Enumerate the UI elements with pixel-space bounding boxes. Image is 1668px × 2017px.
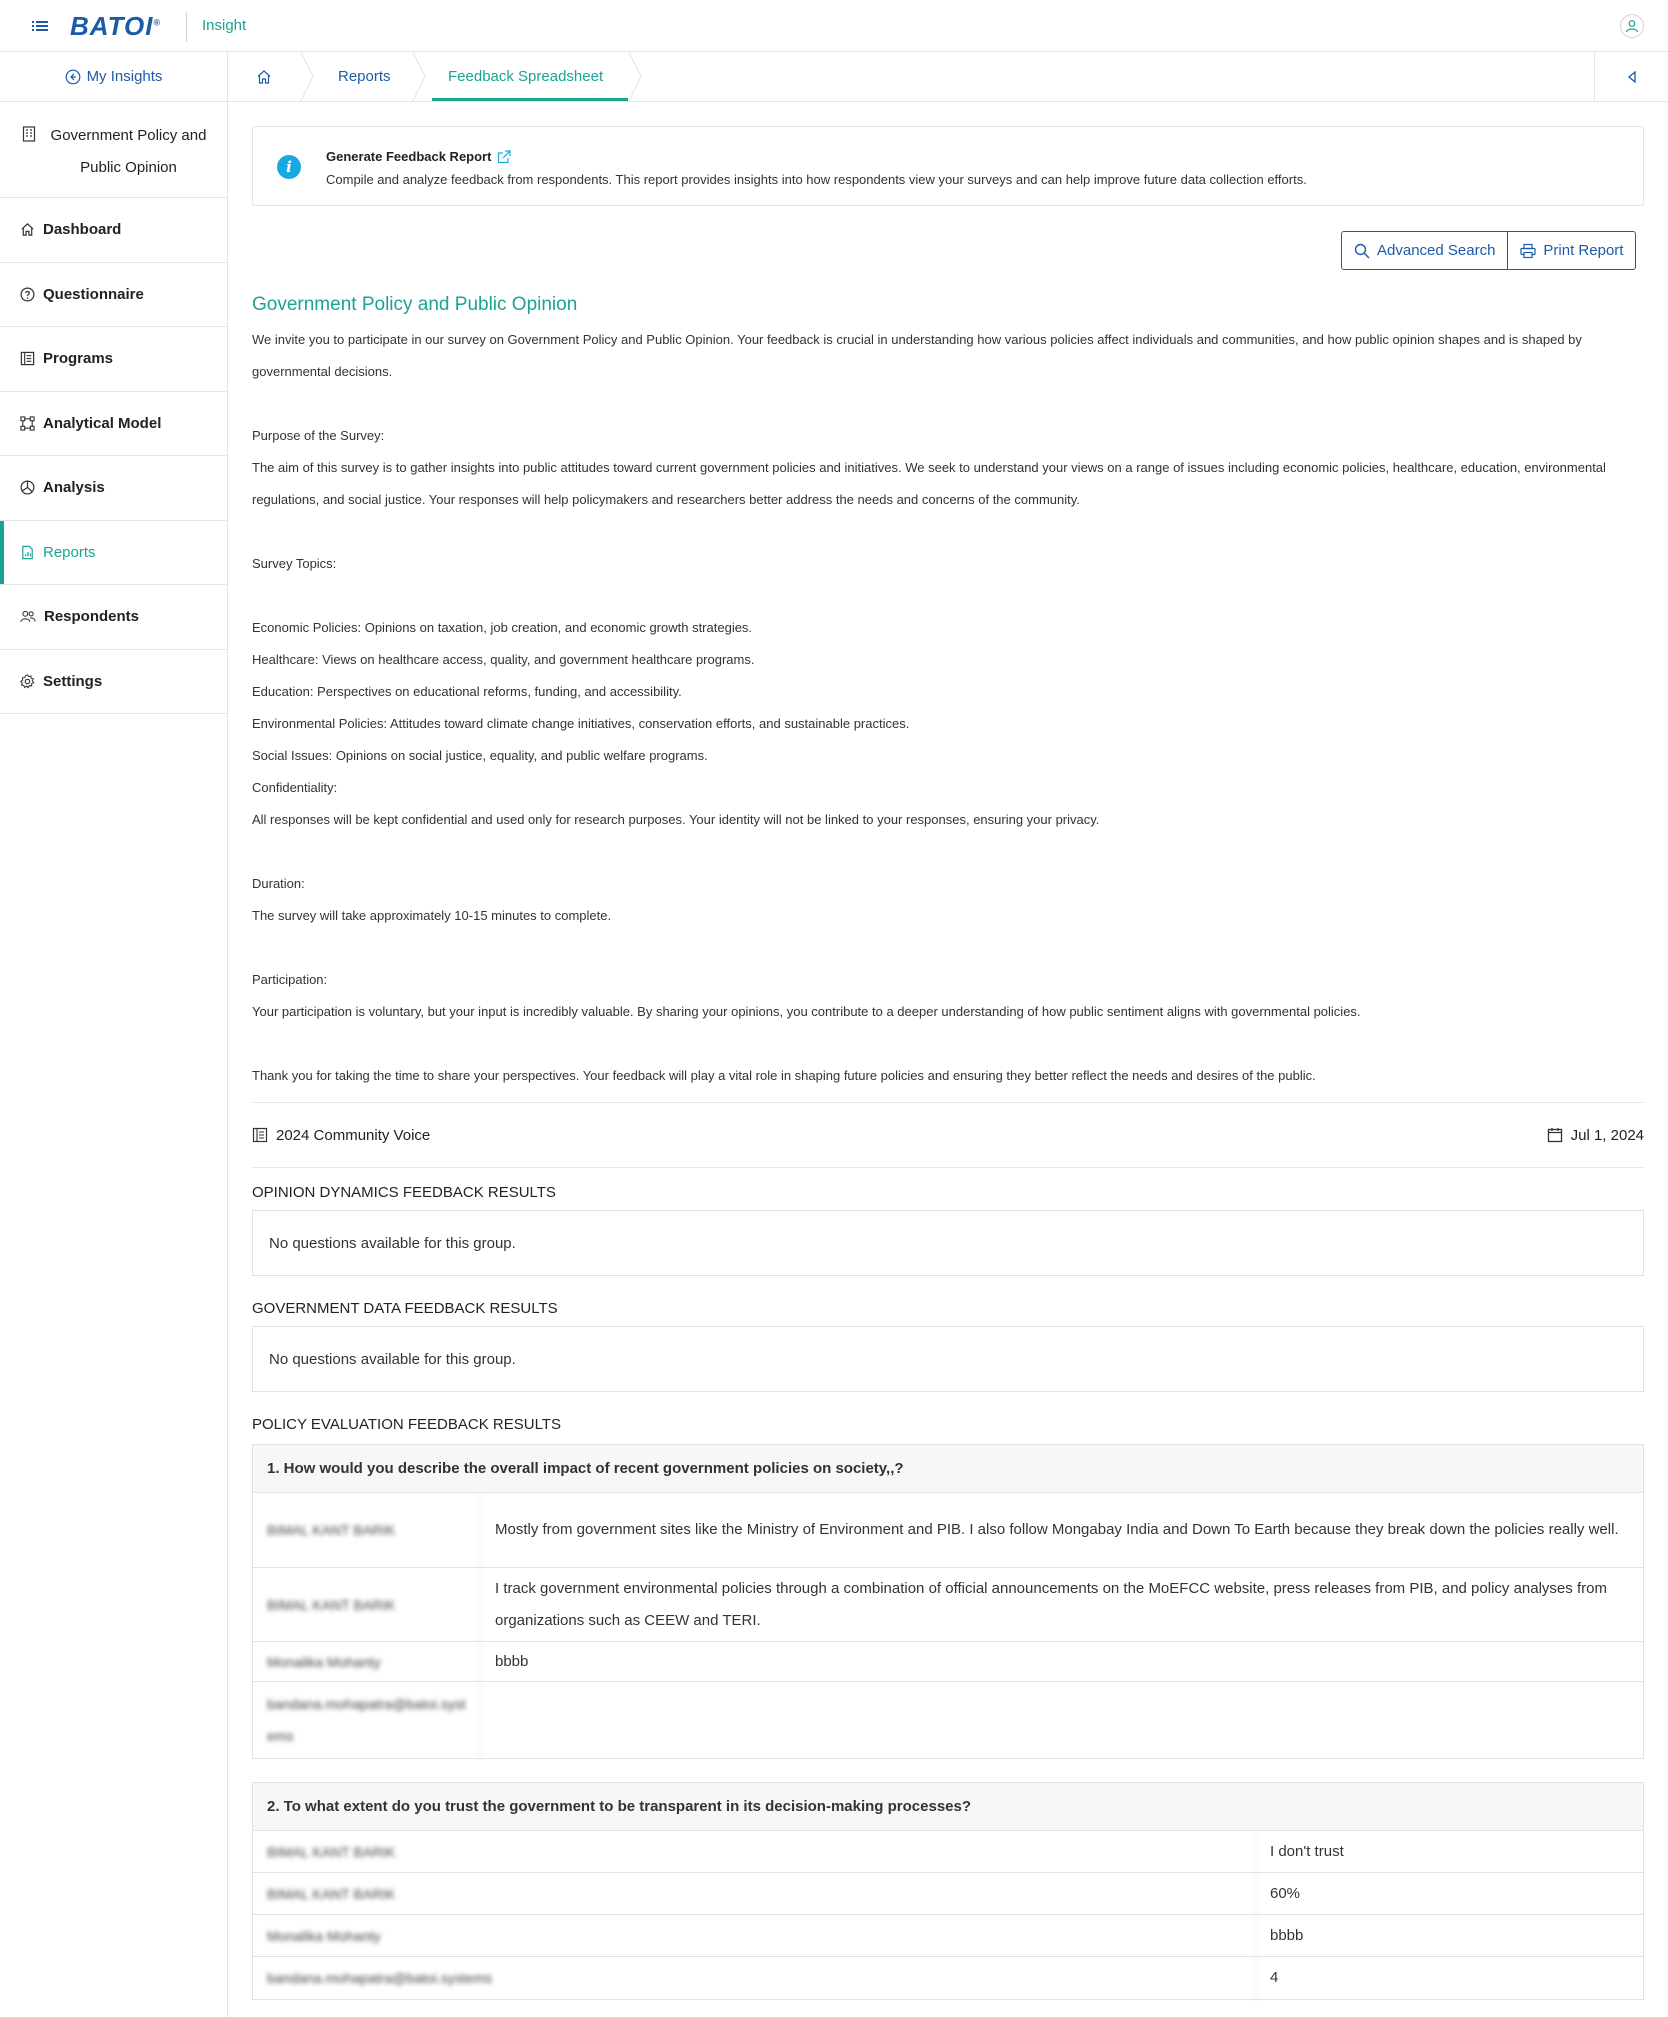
group-title: OPINION DYNAMICS FEEDBACK RESULTS (252, 1184, 556, 1201)
collapse-panel-button[interactable] (1594, 52, 1668, 101)
group-title: POLICY EVALUATION FEEDBACK RESULTS (252, 1416, 561, 1433)
breadcrumb-reports[interactable]: Reports (338, 68, 391, 85)
top-bar (0, 0, 1668, 52)
response-text: bbbb (1270, 1926, 1304, 1944)
sidebar-item-questionnaire[interactable] (0, 263, 227, 328)
sidebar-item-label: Dashboard (43, 221, 122, 239)
response-text (481, 1682, 1643, 1758)
sidebar-item-respondents[interactable] (0, 585, 227, 650)
breadcrumb-separator (628, 52, 642, 101)
description-paragraph: Social Issues: Opinions on social justice, equality, and public welfare programs. (252, 748, 708, 763)
empty-group-message: No questions available for this group. (252, 1210, 1644, 1276)
description-paragraph (252, 1028, 1644, 1060)
respondent-name: BIMAL KANT BARIK (253, 1493, 481, 1567)
info-banner (252, 126, 1644, 206)
respondent-name: BIMAL KANT BARIK (253, 1568, 481, 1641)
home-icon (20, 222, 35, 237)
advanced-search-button[interactable] (1342, 232, 1507, 269)
info-description: Compile and analyze feedback from respondents. This report provides insights into how respondents view your surveys and can help improve future data collection efforts. (326, 172, 1307, 187)
program-name: 2024 Community Voice (276, 1126, 431, 1144)
sidebar-item-programs[interactable] (0, 327, 227, 392)
table-row (253, 1493, 1643, 1568)
description-paragraph: Confidentiality: (252, 780, 338, 795)
respondent-name: BIMAL KANT BARIK (253, 1831, 1256, 1872)
home-icon (256, 69, 272, 85)
pie-icon (20, 480, 35, 495)
sidebar (0, 102, 228, 2017)
report-icon (20, 545, 35, 560)
response-text: Mostly from government sites like the Ministry of Environment and PIB. I also follow Mongabay India and Down To Earth because they break down the policies really well. (495, 1521, 1619, 1538)
programs-icon (20, 351, 35, 366)
sidebar-project[interactable] (0, 102, 227, 198)
table-row (253, 1873, 1643, 1915)
sidebar-item-dashboard[interactable] (0, 198, 227, 263)
description-paragraph: The survey will take approximately 10-15 minutes to complete. (252, 908, 612, 923)
description-paragraph: All responses will be kept confidential and used only for research purposes. Your identity will not be linked to your responses, ensuring your privacy. (252, 812, 1100, 827)
description-paragraph: Thank you for taking the time to share your perspectives. Your feedback will play a vital role in shaping future policies and ensuring they better reflect the needs and desires of the public. (252, 1068, 1316, 1083)
user-avatar-icon[interactable] (1620, 14, 1644, 38)
description-paragraph (252, 580, 1644, 612)
model-icon (20, 416, 35, 431)
building-icon (22, 126, 36, 142)
response-text: 60% (1270, 1884, 1301, 1902)
question-table (252, 1444, 1644, 1759)
respondent-name: bandana.mohapatra@batoi.systems (253, 1682, 481, 1758)
respondent-name: Monalika Mohanty (253, 1642, 481, 1681)
print-report-button[interactable] (1507, 232, 1635, 269)
my-insights-link[interactable] (0, 52, 228, 101)
search-icon (1354, 243, 1370, 259)
main-content (252, 126, 1644, 1986)
sidebar-item-reports[interactable] (0, 521, 227, 586)
group-title: GOVERNMENT DATA FEEDBACK RESULTS (252, 1300, 558, 1317)
description-paragraph (252, 516, 1644, 548)
sidebar-item-analytical-model[interactable] (0, 392, 227, 457)
gear-icon (20, 674, 35, 689)
table-row (253, 1831, 1643, 1873)
advanced-search-label: Advanced Search (1377, 242, 1496, 259)
info-title: Generate Feedback Report (326, 149, 492, 164)
sidebar-item-label: Analysis (43, 479, 105, 497)
description-paragraph: Participation: (252, 972, 328, 987)
survey-title: Government Policy and Public Opinion (252, 294, 578, 315)
breadcrumb-feedback-spreadsheet[interactable]: Feedback Spreadsheet (448, 68, 604, 85)
response-text: 4 (1270, 1969, 1279, 1986)
respondent-name: BIMAL KANT BARIK (253, 1873, 1256, 1914)
description-paragraph: Your participation is voluntary, but your input is incredibly valuable. By sharing your opinions, you contribute to a deeper understanding of how public sentiment aligns with governmental policies. (252, 1004, 1361, 1019)
description-paragraph: Survey Topics: (252, 556, 337, 571)
description-paragraph (252, 932, 1644, 964)
sidebar-item-label: Questionnaire (43, 285, 144, 303)
question-icon (20, 287, 35, 302)
sidebar-item-analysis[interactable] (0, 456, 227, 521)
question-header: 2. To what extent do you trust the government to be transparent in its decision-making processes? (253, 1783, 1643, 1831)
logo-divider (186, 12, 187, 42)
print-report-label: Print Report (1543, 242, 1624, 259)
app-name: Insight (202, 17, 247, 34)
calendar-icon (1547, 1127, 1563, 1143)
description-paragraph: Healthcare: Views on healthcare access, quality, and government healthcare programs. (252, 652, 755, 667)
users-icon (20, 609, 36, 624)
sidebar-item-label: Respondents (44, 608, 140, 626)
menu-icon[interactable] (32, 17, 48, 35)
caret-left-icon (1627, 71, 1637, 83)
description-paragraph: The aim of this survey is to gather insights into public attitudes toward current government policies and initiatives. We seek to understand your views on a range of issues including economic policies, healthcare, education, environmental regulations, and social justice. Your responses will help policymakers and researchers better address the needs and concerns of the community. (252, 460, 1606, 507)
description-paragraph: Education: Perspectives on educational reforms, funding, and accessibility. (252, 684, 682, 699)
sidebar-item-label: Settings (43, 672, 103, 690)
breadcrumb-home[interactable] (228, 52, 300, 101)
question-header: 1. How would you describe the overall impact of recent government policies on society,,? (253, 1445, 1643, 1493)
programs-icon (252, 1127, 268, 1143)
empty-group-message: No questions available for this group. (252, 1326, 1644, 1392)
action-button-group (1341, 231, 1636, 270)
sidebar-item-settings[interactable] (0, 650, 227, 715)
date-info (1547, 1127, 1644, 1144)
description-paragraph: Duration: (252, 876, 305, 891)
back-arrow-icon (65, 69, 81, 85)
response-text: I track government environmental policies through a combination of official announcements on the MoEFCC website, press releases from PIB, and policy analyses from organizations such as CEEW and TERI. (495, 1579, 1607, 1629)
sidebar-item-label: Programs (43, 350, 114, 368)
table-row (253, 1568, 1643, 1642)
response-text: I don't trust (1270, 1842, 1344, 1860)
breadcrumb-active-indicator (432, 98, 628, 101)
table-row (253, 1915, 1643, 1957)
external-link-icon (497, 150, 511, 164)
question-table (252, 1782, 1644, 2000)
table-row (253, 1682, 1643, 1758)
survey-meta (252, 1102, 1644, 1168)
breadcrumb-separator (412, 52, 426, 101)
table-row (253, 1642, 1643, 1682)
respondent-name: bandana.mohapatra@batoi.systems (253, 1957, 1256, 1999)
response-text: bbbb (495, 1652, 529, 1670)
app-logo[interactable]: BATOI® (70, 11, 162, 41)
generate-report-link[interactable] (326, 149, 511, 164)
info-icon: i (277, 155, 301, 179)
description-paragraph: Economic Policies: Opinions on taxation, job creation, and economic growth strategies. (252, 620, 753, 635)
survey-date: Jul 1, 2024 (1570, 1126, 1644, 1144)
description-paragraph: We invite you to participate in our survey on Government Policy and Public Opinion. Your feedback is crucial in understanding how various policies affect individuals and communities, and how public opinion shapes and is shaped by governmental decisions. (252, 332, 1582, 379)
my-insights-label: My Insights (86, 68, 163, 85)
sidebar-item-label: Analytical Model (43, 414, 162, 432)
description-paragraph (252, 388, 1644, 420)
breadcrumb-separator (300, 52, 314, 101)
survey-description (252, 324, 1644, 1092)
program-info (252, 1127, 430, 1144)
description-paragraph: Purpose of the Survey: (252, 428, 385, 443)
respondent-name: Monalika Mohanty (253, 1915, 1256, 1956)
project-name: Government Policy and Public Opinion (50, 127, 207, 176)
printer-icon (1520, 243, 1536, 259)
description-paragraph: Environmental Policies: Attitudes toward climate change initiatives, conservation efforts, and sustainable practices. (252, 716, 910, 731)
table-row (253, 1957, 1643, 1999)
description-paragraph (252, 836, 1644, 868)
breadcrumb (0, 52, 1668, 102)
sidebar-item-label: Reports (43, 543, 96, 561)
